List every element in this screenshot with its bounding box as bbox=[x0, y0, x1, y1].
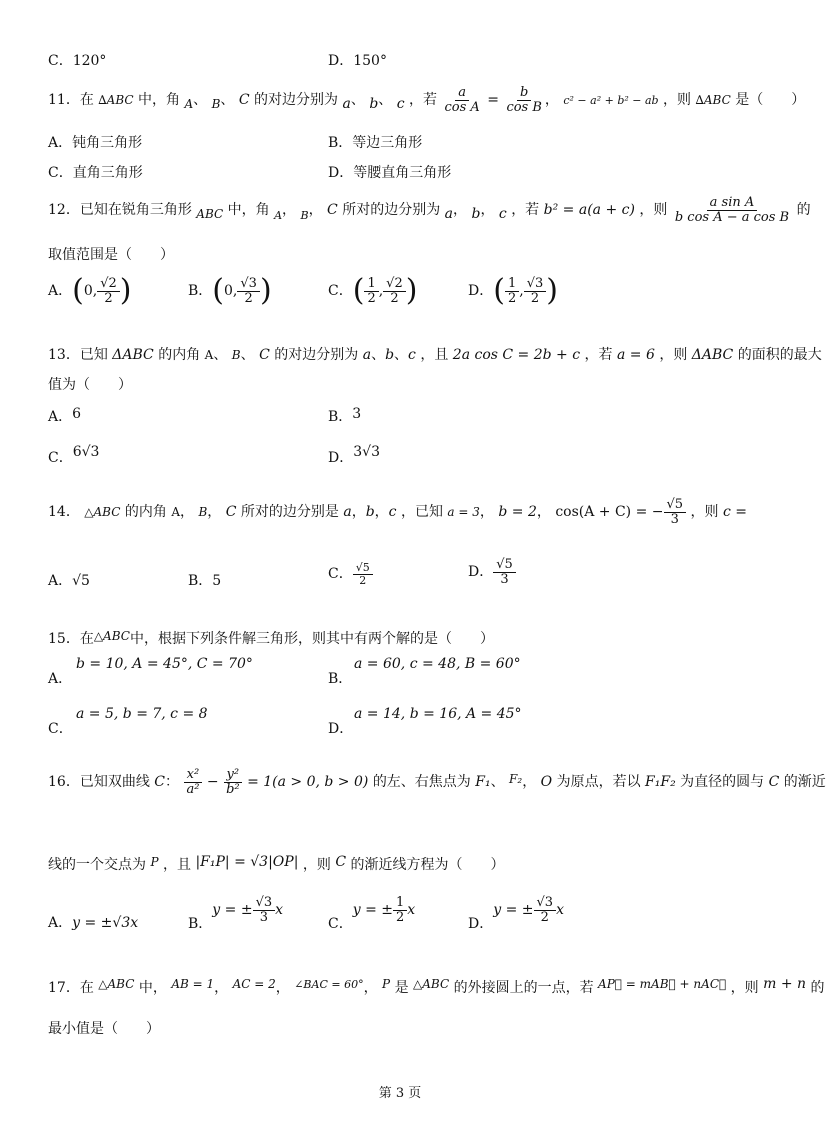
q11-option-a: A．钝角三角形 bbox=[48, 135, 143, 151]
q12-option-d: D．( $\frac{1}{2}$ , $\frac{√3}{2}$ ) bbox=[468, 273, 558, 308]
q12-stem: 12．已知在锐角三角形 ABC 中，角 $_A$， $_B$， C 所对的边分别为 a， b， c ，若 b² = a(a + c) ，则 $\frac{\text{a sin A}}{\text{b cos A − a cos B}}$ 的 bbox=[48, 195, 811, 225]
q13-option-d: D．3√3 bbox=[328, 444, 380, 466]
q12-expression-fraction: $\frac{\text{a sin A}}{\text{b cos A − a cos B}}$ bbox=[674, 195, 790, 225]
q16-stem-line2: 线的一个交点为 P ，且 |F₁P| = √3|OP| ，则 C 的渐近线方程为（ ） bbox=[48, 854, 505, 873]
q15-option-b: B． bbox=[328, 671, 353, 687]
q14-option-a: A．√5 bbox=[48, 573, 90, 589]
q13-stem: 13．已知 ΔABC 的内角 A、 B、 C 的对边分别为 a、b、c ，且 2a cos C = 2b + c ，若 a = 6 ，则 ΔABC 的面积的最大 bbox=[48, 347, 822, 363]
q13-option-b: B．3 bbox=[328, 406, 362, 425]
q15-option-a-value: b = 10, A = 45°, C = 70° bbox=[76, 656, 253, 672]
q13-option-a: A．6 bbox=[48, 406, 82, 425]
q10-option-c: C．120° bbox=[48, 53, 107, 69]
page-footer: 第 3 页 bbox=[378, 1086, 422, 1101]
q12-option-a: A．(0, $\frac{√2}{2}$ ) bbox=[48, 273, 132, 308]
q15-option-c: C． bbox=[48, 721, 73, 737]
q11-option-d: D．等腰直角三角形 bbox=[328, 165, 452, 181]
q12-stem-line2: 取值范围是（ ） bbox=[48, 247, 174, 263]
q14-option-b: B．5 bbox=[188, 573, 222, 589]
q16-option-c: C．y = ± $\frac{1}{2}$ x bbox=[328, 895, 416, 933]
q12-option-b: B．(0, $\frac{√3}{2}$ ) bbox=[188, 273, 272, 308]
q16-option-b: B．y = ± $\frac{√3}{3}$ x bbox=[188, 895, 284, 933]
q11-option-c: C．直角三角形 bbox=[48, 165, 143, 181]
q15-option-a: A． bbox=[48, 671, 73, 687]
q15-option-d: D． bbox=[328, 721, 354, 737]
q15-option-d-value: a = 14, b = 16, A = 45° bbox=[354, 706, 522, 722]
q11-option-b: B．等边三角形 bbox=[328, 135, 423, 151]
q17-stem: 17．在 △ABC 中， AB = 1， AC = 2， $^{\angle BAC = 60^\circ}$， P 是 △ABC 的外接圆上的一点，若 AP⃗ = mAB⃗ + nAC⃗ ，则 m + n 的 bbox=[48, 976, 825, 996]
q17-stem-line2: 最小值是（ ） bbox=[48, 1021, 160, 1037]
q16-stem: 16．已知双曲线 C： $\frac{\text{x²}}{\text{a²}}$ − $\frac{\text{y²}}{\text{b²}}$ = 1(a > 0, b > 0) 的左、右焦点为 F₁、 F₂， O 为原点，若以 F₁F₂ 为直径的圆与 C 的渐近 bbox=[48, 767, 826, 797]
q14-option-c: C． $\frac{√5}{2}$ bbox=[328, 562, 373, 586]
q16-option-a: A．y = ±√3x bbox=[48, 915, 139, 931]
q16-option-d: D．y = ± $\frac{√3}{2}$ x bbox=[468, 895, 564, 933]
q13-stem-line2: 值为（ ） bbox=[48, 377, 132, 393]
q14-stem: 14． △ABC 的内角 A， B， C 所对的边分别是 a，b，c ，已知 a = 3， b = 2， cos(A + C) = − $\frac{√5}{3}$ ，则 c = bbox=[48, 497, 748, 527]
q11-fraction-b-cosB: $\frac{b}{\text{cos B}}$ bbox=[506, 85, 542, 115]
q12-option-c: C．( $\frac{1}{2}$ , $\frac{√2}{2}$ ) bbox=[328, 273, 418, 308]
q13-option-c: C．6√3 bbox=[48, 444, 100, 466]
q11-fraction-a-cosA: $\frac{a}{\text{cos A}}$ bbox=[444, 85, 480, 115]
q11-stem: 11．在 ∆ABC 中，角 A、 B、 C 的对边分别为 a、 b、 c ，若 $\frac{a}{\text{cos A}}$ = $\frac{b}{\text{cos B}}$ ， c² − a² + b² − ab ，则 ∆ABC 是（ ） bbox=[48, 85, 806, 115]
q15-option-c-value: a = 5, b = 7, c = 8 bbox=[76, 706, 208, 722]
q14-option-d: D． $\frac{√5}{3}$ bbox=[468, 558, 516, 586]
q15-option-b-value: a = 60, c = 48, B = 60° bbox=[354, 656, 521, 672]
q15-stem: 15．在△ABC中，根据下列条件解三角形，则其中有两个解的是（ ） bbox=[48, 629, 494, 647]
q10-option-d: D．150° bbox=[328, 53, 387, 69]
